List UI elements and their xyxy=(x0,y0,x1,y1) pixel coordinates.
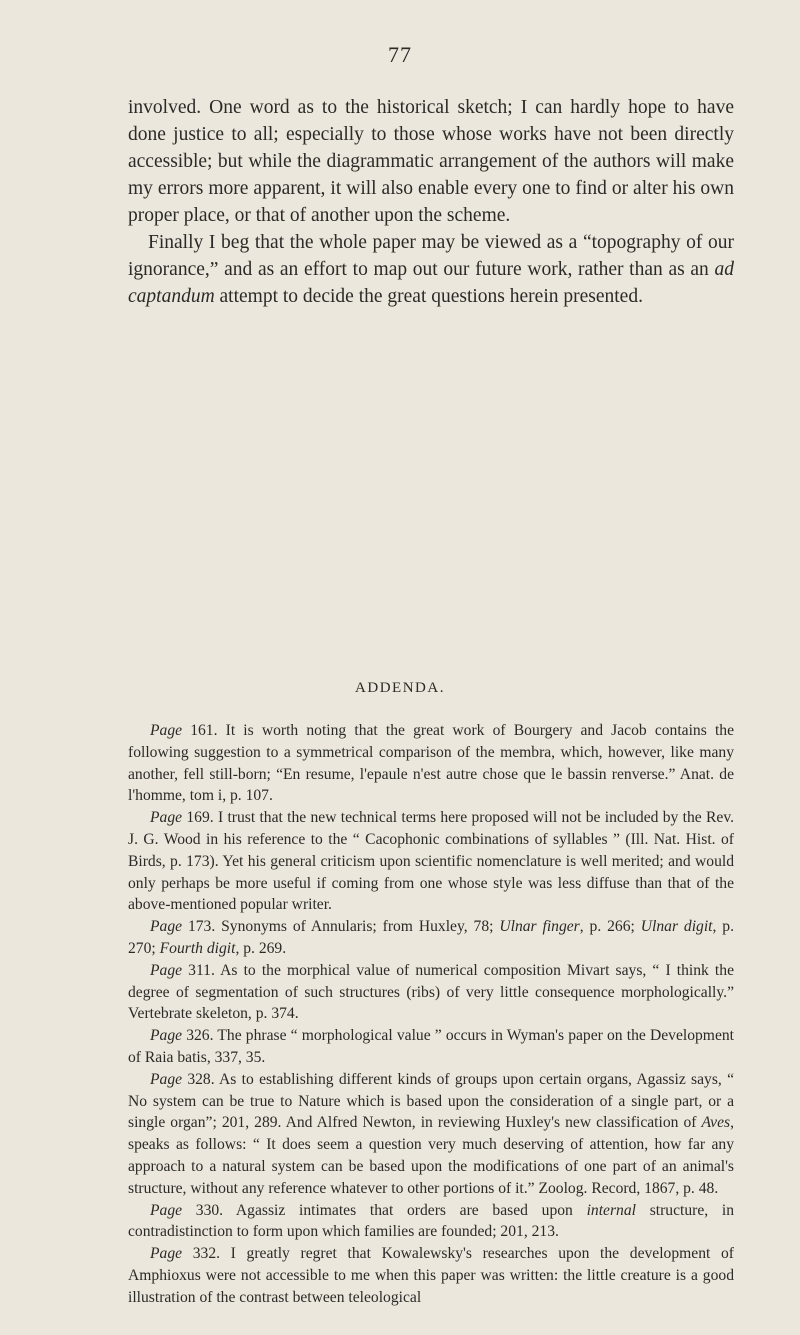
entry-text: , p. 266; xyxy=(579,918,641,936)
entry-italic: internal xyxy=(586,1201,636,1219)
entry-text: 328. As to establishing different kinds of groups upon certain organs, Agassiz says, “ No system can be true to Nature which is based upon the consideration of a single part, or a single organ”; 201, 289. And Alfred Newton, in reviewing Huxley's new classification of xyxy=(128,1070,734,1132)
entry-text: 332. I greatly regret that Kowalewsky's researches upon the development of Amphioxus were not accessible to me when this paper was written: the little creature is a good illustration of the contrast between teleological xyxy=(128,1245,734,1306)
entry-text: 161. It is worth noting that the great work of Bourgery and Jacob contains the following suggestion to a symmetrical comparison of the membra, which, however, like many another, fell still-born; “En resume, l'epaule n'est autre chose que le bassin renverse.” Anat. de l'homme, tom i, p. 107. xyxy=(128,722,734,805)
addenda-entry-173 xyxy=(128,916,734,960)
page-label: Page xyxy=(150,918,183,936)
addenda-entry-169 xyxy=(128,807,734,916)
page-label: Page xyxy=(150,809,183,827)
entry-text: 326. The phrase “ morphological value ” occurs in Wyman's paper on the Development of Raia batis, 337, 35. xyxy=(128,1027,734,1066)
body-paragraph-2 xyxy=(128,229,734,310)
entry-text: , p. 270; xyxy=(128,918,735,957)
entry-italic: Ulnar digit xyxy=(640,918,713,936)
page-label: Page xyxy=(150,722,183,739)
addenda-entry-330 xyxy=(128,1200,734,1244)
entry-text: 311. As to the morphical value of numerical composition Mivart says, “ I think the degree of segmentation of such structures (ribs) of very little consequence morphologically.” Vertebrate skeleton, p. 374. xyxy=(128,961,734,1023)
entry-text: , p. 269. xyxy=(235,939,287,957)
entry-text: 173. Synonyms of Annularis; from Huxley, 78; xyxy=(182,918,500,936)
page-number: 77 xyxy=(388,42,412,67)
page-label: Page xyxy=(150,961,183,979)
page-label: Page xyxy=(150,1201,183,1219)
page-label: Page xyxy=(150,1070,183,1088)
addenda-heading: ADDENDA. xyxy=(355,680,445,696)
entry-text: 330. Agassiz intimates that orders are based upon xyxy=(182,1201,587,1219)
entry-italic: Fourth digit xyxy=(159,939,236,957)
body-paragraph-2-part-1: Finally I beg that the whole paper may be viewed as a “topography of our ignorance,” and as an effort to map out our future work, rather than as an xyxy=(128,232,734,280)
body-paragraph-2-part-2: attempt to decide the great questions herein presented. xyxy=(214,286,643,307)
addenda-entry-328 xyxy=(128,1069,734,1200)
entry-italic: Aves xyxy=(701,1114,731,1132)
page-label: Page xyxy=(150,1245,183,1263)
body-paragraph-1: involved. One word as to the historical sketch; I can hardly hope to have done justice to all; especially to those whose works have not been directly accessible; but while the diagrammatic arrangement of the authors will make my errors more apparent, it will also enable every one to find or alter his own proper place, or that of another upon the scheme. xyxy=(128,97,734,226)
addenda-entry-332 xyxy=(128,1243,734,1308)
addenda-entry-326 xyxy=(128,1025,734,1069)
addenda-entry-311 xyxy=(128,960,734,1025)
addenda-entries xyxy=(128,720,734,1309)
entry-text: structure, in contradistinction to form upon which families are founded; 201, 213. xyxy=(128,1201,734,1241)
addenda-entry-161 xyxy=(128,720,734,807)
body-paragraph-2-italic: ad captandum xyxy=(128,259,734,307)
main-body-text xyxy=(128,94,734,310)
page-label: Page xyxy=(150,1027,183,1045)
entry-text: , speaks as follows: “ It does seem a question very much deserving of attention, how far any approach to a natural system can be based upon the modifications of one part of an animal's structure, without any reference whatever to other portions of it.” Zoolog. Record, 1867, p. 48. xyxy=(128,1114,734,1197)
entry-italic: Ulnar finger xyxy=(499,918,580,936)
entry-text: 169. I trust that the new technical terms here proposed will not be included by the Rev. J. G. Wood in his reference to the “ Cacophonic combinations of syllables ” (Ill. Nat. Hist. of Birds, p. 173). Yet his general criticism upon scientific nomenclature is well merited; and would only perhaps be more useful if coming from one whose style was less diffuse than that of the above-mentioned popular writer. xyxy=(128,809,734,914)
